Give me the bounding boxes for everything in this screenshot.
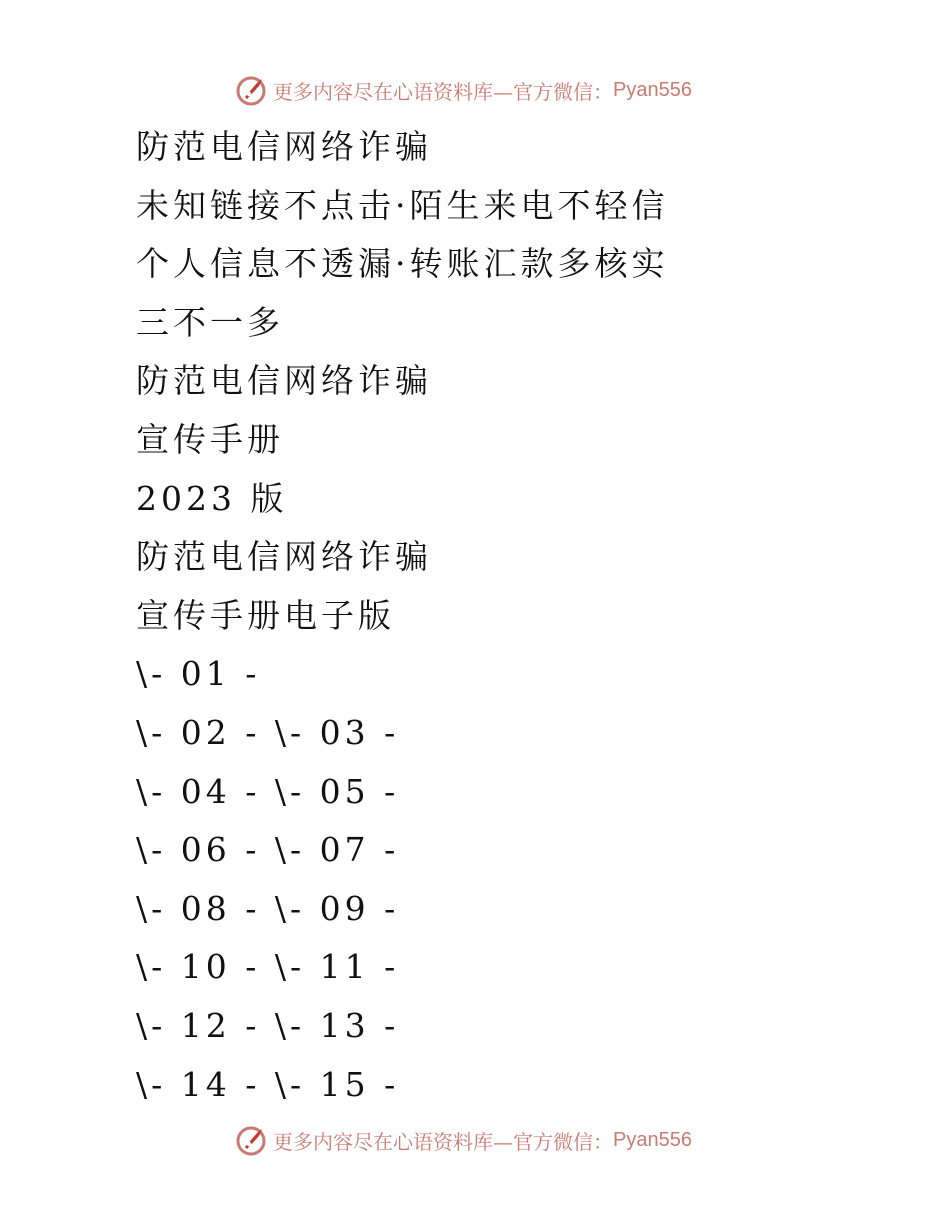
- page-number-line: \- 08 - \- 09 -: [136, 888, 400, 928]
- text-line: 防范电信网络诈骗: [136, 537, 432, 577]
- text-line: 2023 版: [136, 478, 288, 518]
- page-number-line: \- 10 - \- 11 -: [136, 947, 400, 987]
- document-body: [136, 118, 856, 1114]
- watermark-text: 更多内容尽在心语资料库—官方微信：: [273, 79, 613, 104]
- pen-nib-logo-icon: [235, 1123, 269, 1157]
- page-number-line: \- 02 - \- 03 -: [136, 712, 400, 752]
- page-number-line: \- 12 - \- 13 -: [136, 1005, 400, 1045]
- pen-nib-logo-icon: [235, 73, 269, 107]
- watermark-header: [235, 72, 692, 108]
- text-line: 防范电信网络诈骗: [136, 127, 432, 166]
- page-number-line: \- 14 - \- 15 -: [136, 1064, 400, 1104]
- text-line: 宣传手册: [136, 419, 284, 459]
- text-line: 宣传手册电子版: [136, 595, 395, 635]
- text-line: 三不一多: [136, 302, 284, 342]
- text-line: 未知链接不点击·陌生来电不轻信: [136, 185, 669, 225]
- page-number-line: \- 06 - \- 07 -: [136, 830, 400, 870]
- page-number-line: \- 01 -: [136, 654, 261, 694]
- page-number-line: \- 04 - \- 05 -: [136, 771, 400, 811]
- watermark-text: 更多内容尽在心语资料库—官方微信：: [273, 1129, 613, 1154]
- watermark-footer: [235, 1122, 692, 1158]
- text-line: 防范电信网络诈骗: [136, 361, 432, 401]
- watermark-contact: Pyan556: [613, 78, 692, 101]
- text-line: 个人信息不透漏·转账汇款多核实: [136, 244, 669, 284]
- watermark-contact: Pyan556: [613, 1128, 692, 1151]
